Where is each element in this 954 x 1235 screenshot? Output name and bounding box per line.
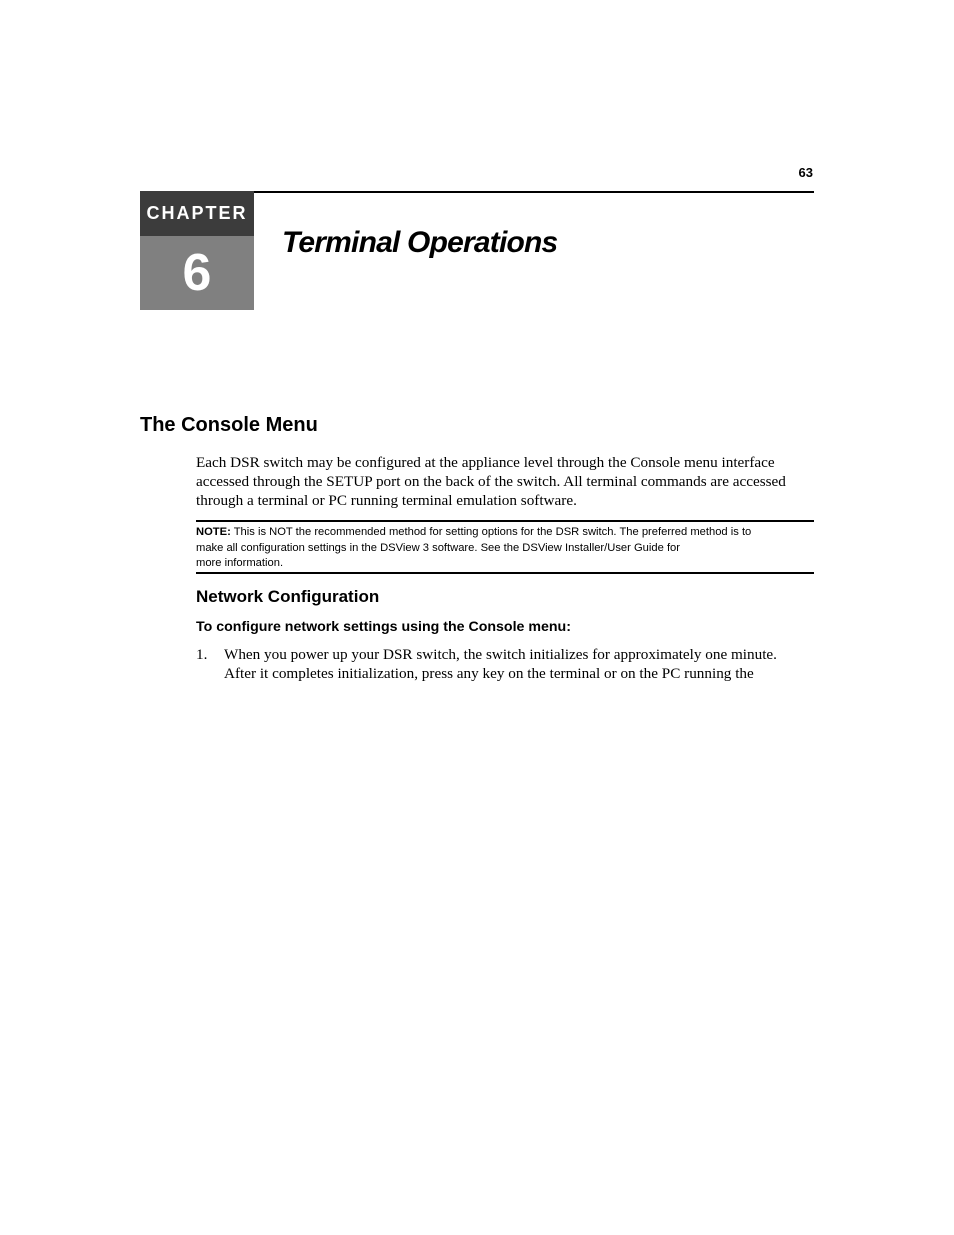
- procedure-step: [196, 646, 814, 683]
- note-box: [196, 520, 814, 574]
- note-text-1: This is NOT the recommended method for setting options for the DSR switch. The preferred method is to: [233, 526, 752, 538]
- section-paragraph: Each DSR switch may be configured at the appliance level through the Console menu interface accessed through the SETUP port on the back of the switch. All terminal commands are accessed through a terminal or PC running terminal emulation software.: [196, 454, 786, 510]
- step-text: [224, 646, 814, 683]
- note-line-1: [196, 525, 814, 541]
- step-text-line-1: When you power up your DSR switch, the switch initializes for approximately one minute.: [224, 646, 777, 663]
- section-heading: The Console Menu: [140, 414, 318, 436]
- procedure-title: To configure network settings using the Console menu:: [196, 619, 571, 635]
- chapter-header-rule: [254, 191, 814, 193]
- page-number: 63: [798, 165, 813, 180]
- subsection-heading: Network Configuration: [196, 587, 380, 606]
- chapter-number: 6: [140, 236, 254, 310]
- chapter-label: CHAPTER: [140, 191, 254, 236]
- note-label: NOTE:: [196, 526, 231, 538]
- chapter-title: Terminal Operations: [282, 226, 558, 259]
- step-number: 1.: [196, 646, 208, 663]
- note-line-3: more information.: [196, 557, 284, 569]
- step-text-line-2: After it completes initialization, press any key on the terminal or on the PC running the: [224, 664, 754, 682]
- note-line-2: make all configuration settings in the DSView 3 software. See the DSView Installer/User Guide for: [196, 541, 680, 554]
